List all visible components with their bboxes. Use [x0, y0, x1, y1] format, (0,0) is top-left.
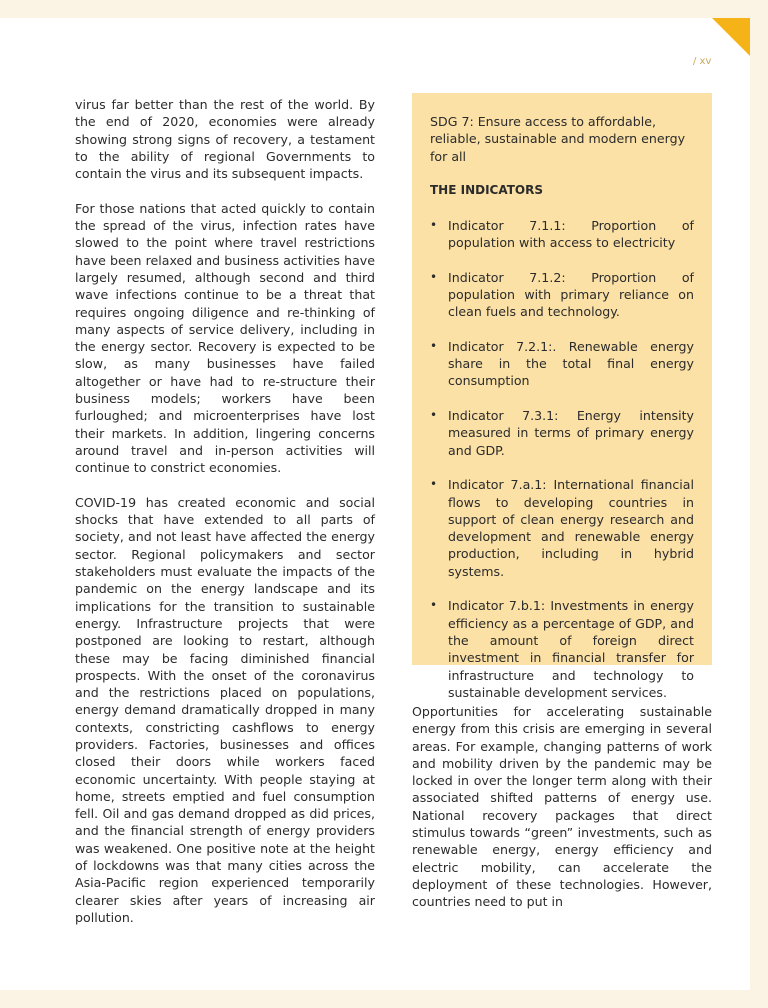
paragraph: virus far better than the rest of the world. By the end of 2020, economies were already showing strong signs of recovery, a testament to the ability of regional Governments to contain the virus and its subsequent impacts. [75, 97, 375, 182]
corner-accent [712, 18, 750, 56]
indicators-heading: THE INDICATORS [430, 183, 543, 198]
indicator-item [430, 338, 694, 390]
right-column [412, 703, 712, 928]
indicator-list [430, 217, 694, 701]
bullet-icon: • [430, 269, 438, 284]
indicator-item [430, 269, 694, 321]
sdg-box [412, 93, 712, 700]
indicator-item [430, 476, 694, 580]
bullet-icon: • [430, 217, 438, 232]
page-number: / xv [693, 56, 712, 67]
indicator-text: Indicator 7.1.1: Proportion of population with access to electricity [448, 217, 694, 251]
paragraph: COVID-19 has created economic and social shocks that have extended to all parts of society, and not least have affected the energy sector. Regional policymakers and sector stakeholders must evaluate the impacts of the pandemic on the energy landscape and its implications for the transition to sustainable energy. Infrastructure projects that were postponed are looking to restart, although these may be facing diminished financial prospects. With the onset of the coronavirus and the restrictions placed on populations, energy demand dramatically dropped in many contexts, constricting cashflows to energy providers. Factories, businesses and offices closed their doors while workers faced economic uncertainty. With people staying at home, streets emptied and fuel consumption fell. Oil and gas demand dropped as did prices, and the financial strength of energy providers was weakened. One positive note at the height of lockdowns was that many cities across the Asia-Pacific region experienced temporarily clearer skies after years of increasing air pollution. [75, 494, 375, 925]
indicator-item [430, 407, 694, 459]
indicator-item [430, 217, 694, 252]
indicator-text: Indicator 7.1.2: Proportion of population with primary reliance on clean fuels and technology. [448, 269, 694, 320]
indicator-text: Indicator 7.a.1: International financial flows to developing countries in support of clean energy research and development and renewable energy production, including in hybrid systems. [448, 477, 694, 579]
indicator-text: Indicator 7.2.1:. Renewable energy share in the total final energy consumption [448, 338, 694, 389]
left-column [75, 96, 375, 944]
indicator-text: Indicator 7.b.1: Investments in energy efficiency as a percentage of GDP, and the amount of foreign direct investment in financial transfer for infrastructure and technology to sustainable development services. [448, 598, 694, 700]
indicator-text: Indicator 7.3.1: Energy intensity measured in terms of primary energy and GDP. [448, 408, 694, 458]
bullet-icon: • [430, 408, 438, 423]
paragraph: For those nations that acted quickly to contain the spread of the virus, infection rates have slowed to the point where travel restrictions have been relaxed and business activities have largely resumed, although second and third wave infections continue to be a threat that requires ongoing diligence and re-thinking of many aspects of service delivery, including in the energy sector. Recovery is expected to be slow, as many businesses have failed altogether or have had to re-structure their business models; workers have been furloughed; and microenterprises have lost their markets. In addition, lingering concerns around travel and in-person activities will continue to constrict economies. [75, 200, 375, 476]
indicator-item [430, 597, 694, 701]
paragraph: Opportunities for accelerating sustainable energy from this crisis are emerging in several areas. For example, changing patterns of work and mobility driven by the pandemic may be locked in over the longer term along with their associated shifted patterns of energy use. National recovery packages that direct stimulus towards “green” investments, such as renewable energy, energy efficiency and electric mobility, can accelerate the deployment of these technologies. However, countries need to put in [412, 704, 712, 910]
bullet-icon: • [430, 598, 438, 613]
sdg-goal: SDG 7: Ensure access to affordable, reliable, sustainable and modern energy for all [430, 114, 686, 164]
bullet-icon: • [430, 477, 438, 492]
bullet-icon: • [430, 338, 438, 353]
